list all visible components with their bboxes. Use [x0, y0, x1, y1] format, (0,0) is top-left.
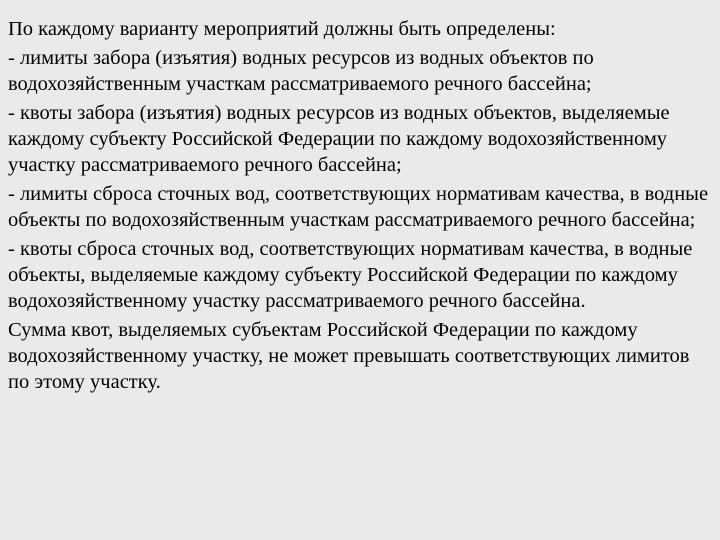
list-item-discharge-limits: - лимиты сброса сточных вод, соответствующих нормативам качества, в водные объекты по водохозяйственным участкам рассматриваемого речного бассейна;	[8, 183, 709, 231]
list-item-withdrawal-limits: - лимиты забора (изъятия) водных ресурсов из водных объектов по водохозяйственным участкам рассматриваемого речного бассейна;	[8, 47, 594, 95]
list-item-discharge-quotas: - квоты сброса сточных вод, соответствующих нормативам качества, в водные объекты, выделяемые каждому субъекту Российской Федерации по каждому водохозяйственному участку рассматриваемого речного бассейна.	[8, 238, 693, 312]
summary-text: Сумма квот, выделяемых субъектам Российской Федерации по каждому водохозяйственному участку, не может превышать соответствующих лимитов по этому участку.	[8, 319, 690, 393]
intro-text: По каждому варианту мероприятий должны быть определены:	[8, 18, 556, 40]
list-item-withdrawal-quotas: - квоты забора (изъятия) водных ресурсов из водных объектов, выделяемые каждому субъекту Российской Федерации по каждому водохозяйственному участку рассматриваемого речного бассейна;	[8, 102, 670, 176]
